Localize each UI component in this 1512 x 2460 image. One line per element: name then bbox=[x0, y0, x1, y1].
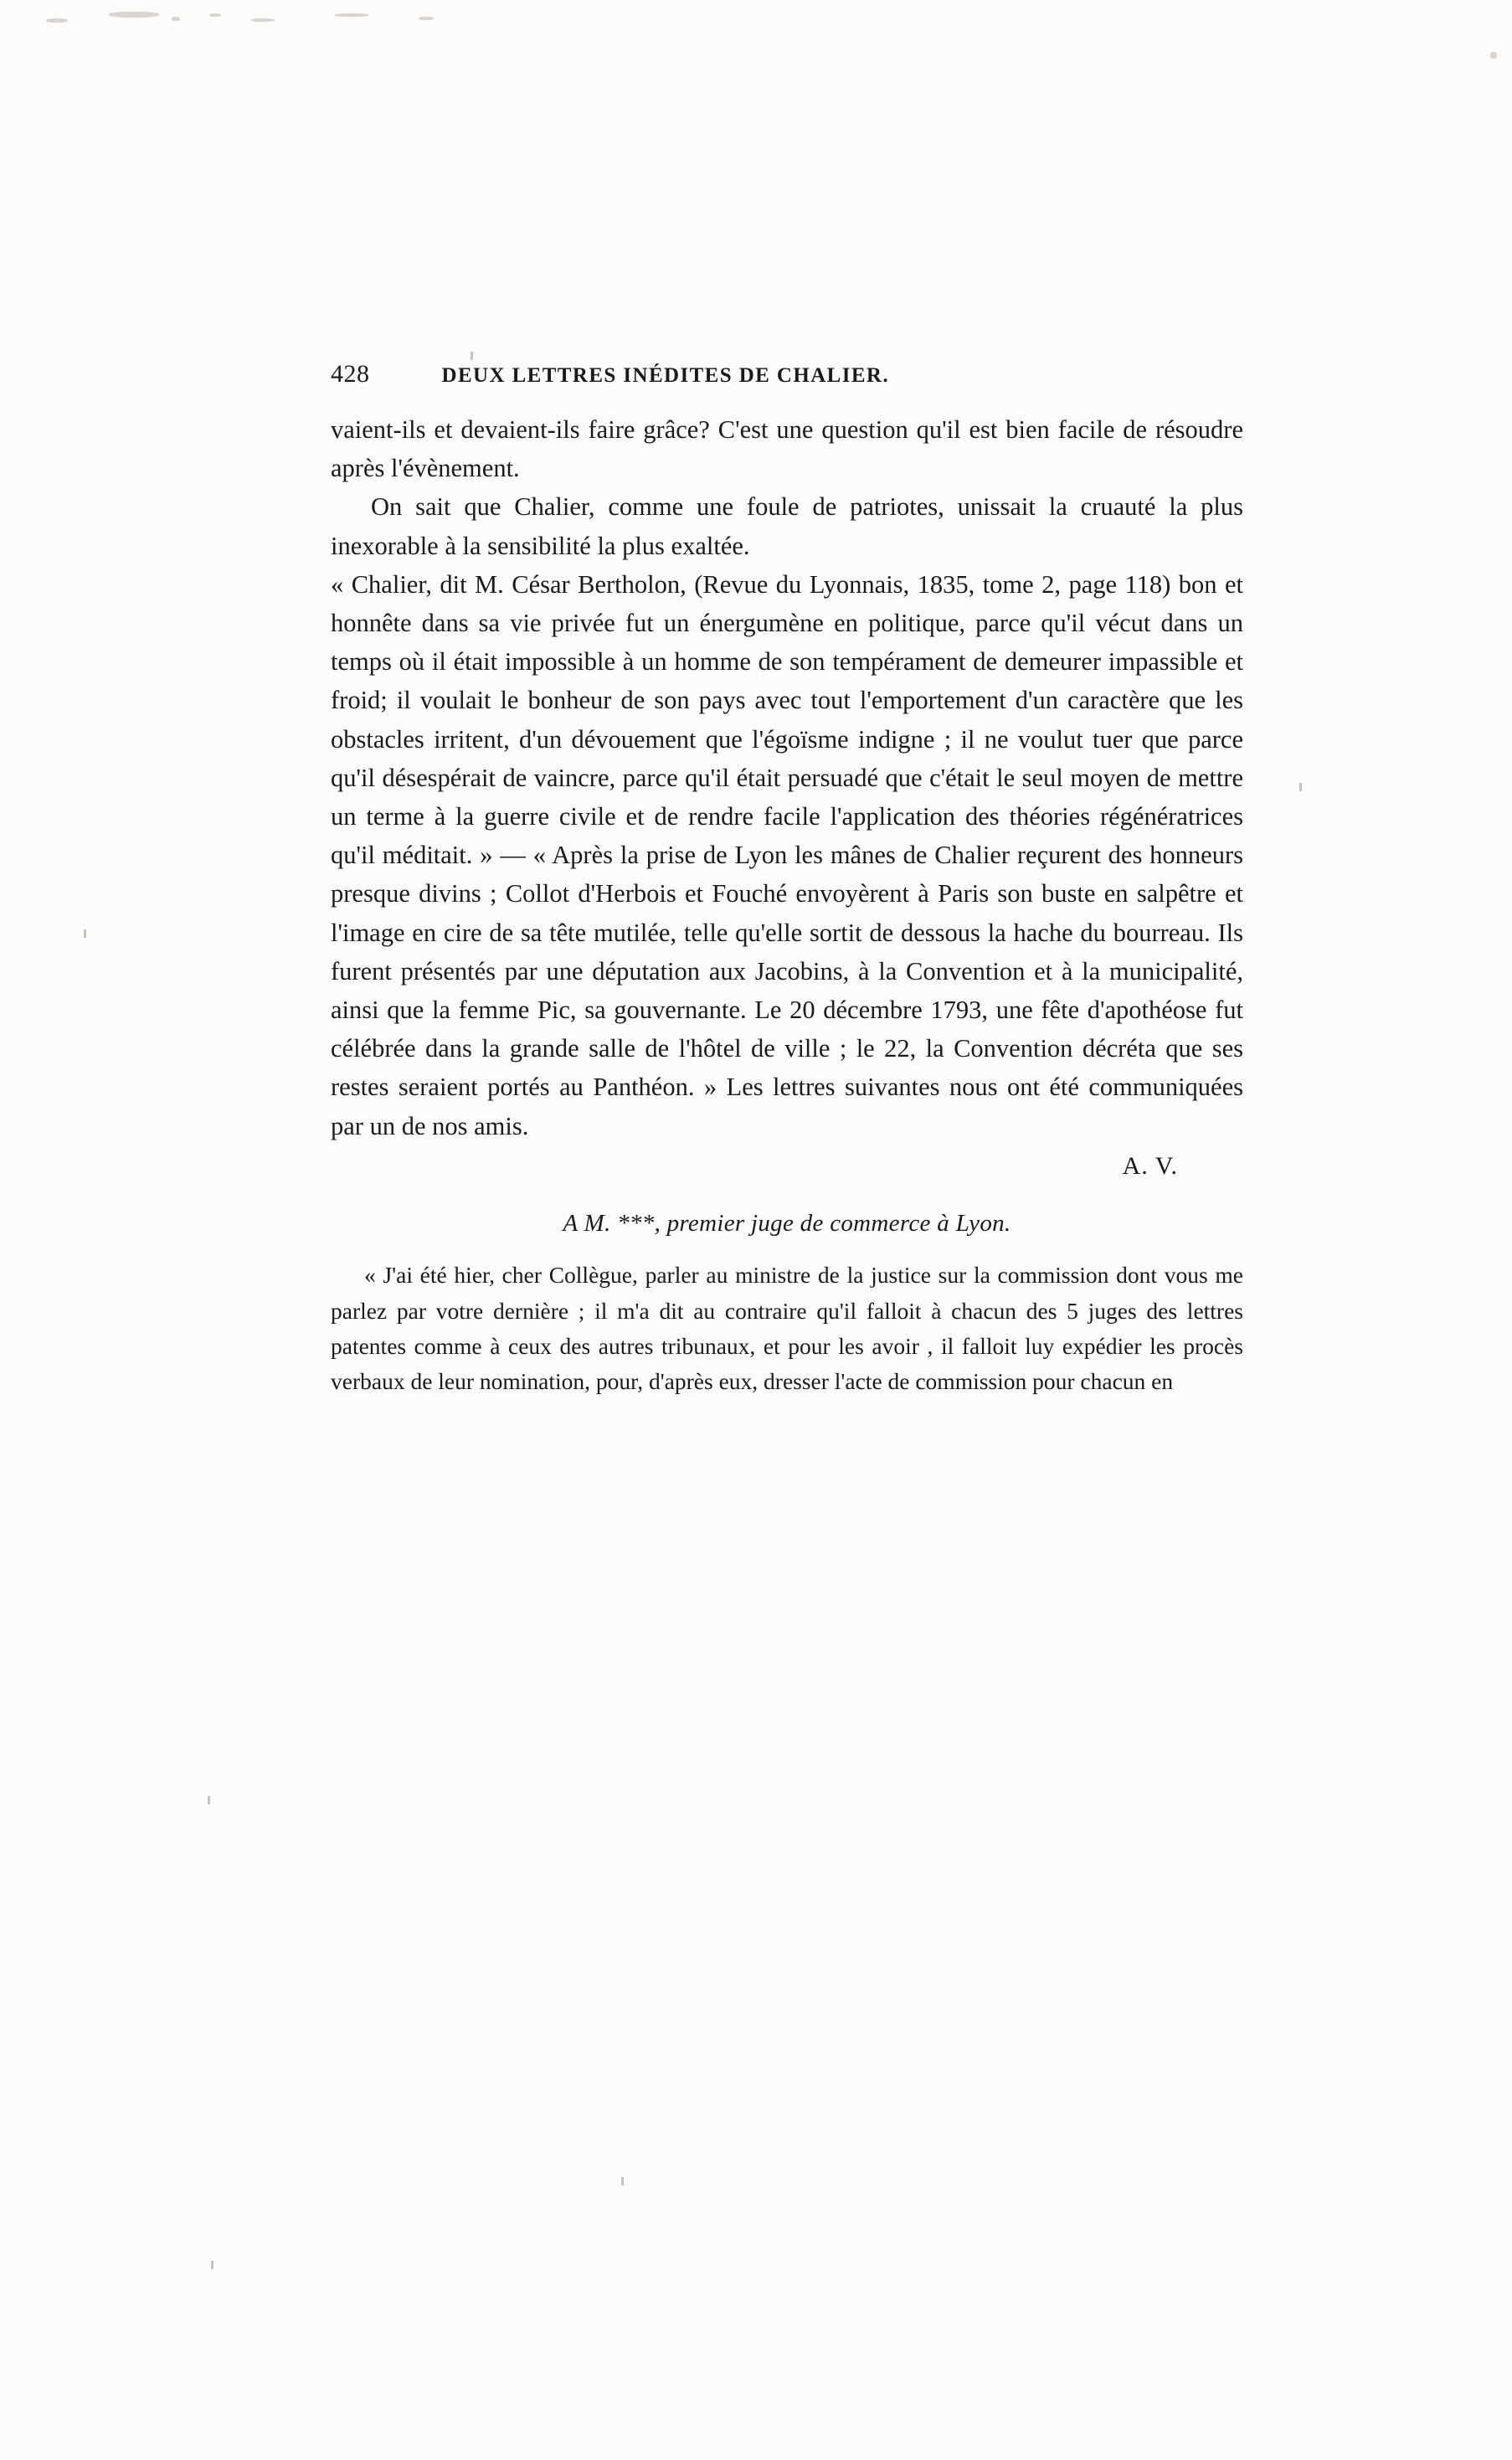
scan-speckle bbox=[209, 13, 221, 17]
scan-mark bbox=[1299, 783, 1302, 791]
scan-mark bbox=[621, 2177, 624, 2185]
scan-speckle bbox=[251, 18, 275, 22]
letter-paragraph-1: « J'ai été hier, cher Collègue, parler au ministre de la justice sur la commission dont vous me parlez par votre dernière ; il m'a dit au contraire qu'il falloit à chacun des 5 juges des lettres patentes comme à ceux des autres tribunaux, et pour les avoir , il falloit luy expédier les procès verbaux de leur nomination, pour, d'après eux, dresser l'acte de commission pour chacun en bbox=[331, 1262, 1243, 1395]
scan-mark bbox=[84, 929, 86, 938]
scan-speckle bbox=[335, 13, 368, 17]
paragraph-3: « Chalier, dit M. César Bertholon, (Revue du Lyonnais, 1835, tome 2, page 118) bon et honnête dans sa vie privée fut un énergumène en politique, parce qu'il vécut dans un temps où il était impossible à un homme de son tempérament de demeurer impassible et froid; il voulait le bonheur de son pays avec tout l'emportement d'un caractère que les obstacles irritent, d'un dévouement que l'égoïsme indigne ; il ne voulut tuer que parce qu'il désespérait de vaincre, parce qu'il était persuadé que c'était le seul moyen de mettre un terme à la guerre civile et de rendre facile l'application des théories régénératrices qu'il méditait. » — « Après la prise de Lyon les mânes de Chalier reçurent des honneurs presque divins ; Collot d'Herbois et Fouché envoyèrent à Paris son buste en salpêtre et l'image en cire de sa tête mutilée, telle qu'elle sortit de dessous la hache du bourreau. Ils furent présentés par une députation aux Jacobins, à la Convention et à la municipalité, ainsi que la femme Pic, sa gouvernante. Le 20 décembre 1793, une fête d'apothéose fut célébrée dans la grande salle de l'hôtel de ville ; le 22, la Convention décréta que ses restes seraient portés au Panthéon. » Les lettres suivantes nous ont été communiquées par un de nos amis. bbox=[331, 569, 1243, 1140]
scan-mark bbox=[211, 2261, 213, 2269]
page-content bbox=[331, 360, 1243, 1400]
signature: A. V. bbox=[1122, 1151, 1178, 1180]
scan-speckle bbox=[172, 17, 180, 21]
page-title: DEUX LETTRES INÉDITES DE CHALIER. bbox=[441, 364, 890, 387]
scan-speckle bbox=[109, 12, 159, 18]
paragraph-2: On sait que Chalier, comme une foule de patriotes, unissait la cruauté la plus inexorable à la sensibilité la plus exaltée. bbox=[331, 492, 1243, 560]
scan-mark bbox=[471, 352, 473, 360]
scan-speckle bbox=[1490, 52, 1497, 59]
running-head bbox=[331, 360, 1243, 389]
scan-speckle bbox=[419, 17, 434, 20]
letter-body bbox=[331, 1258, 1243, 1399]
page-number: 428 bbox=[331, 360, 370, 388]
paragraph-1: vaient-ils et devaient-ils faire grâce? C'est une question qu'il est bien facile de résoudre après l'évènement. bbox=[331, 415, 1243, 483]
body-text bbox=[331, 410, 1243, 1185]
scan-mark bbox=[208, 1796, 210, 1804]
letter-heading: A M. ***, premier juge de commerce à Lyon. bbox=[563, 1210, 1011, 1238]
scan-speckle bbox=[46, 18, 68, 23]
